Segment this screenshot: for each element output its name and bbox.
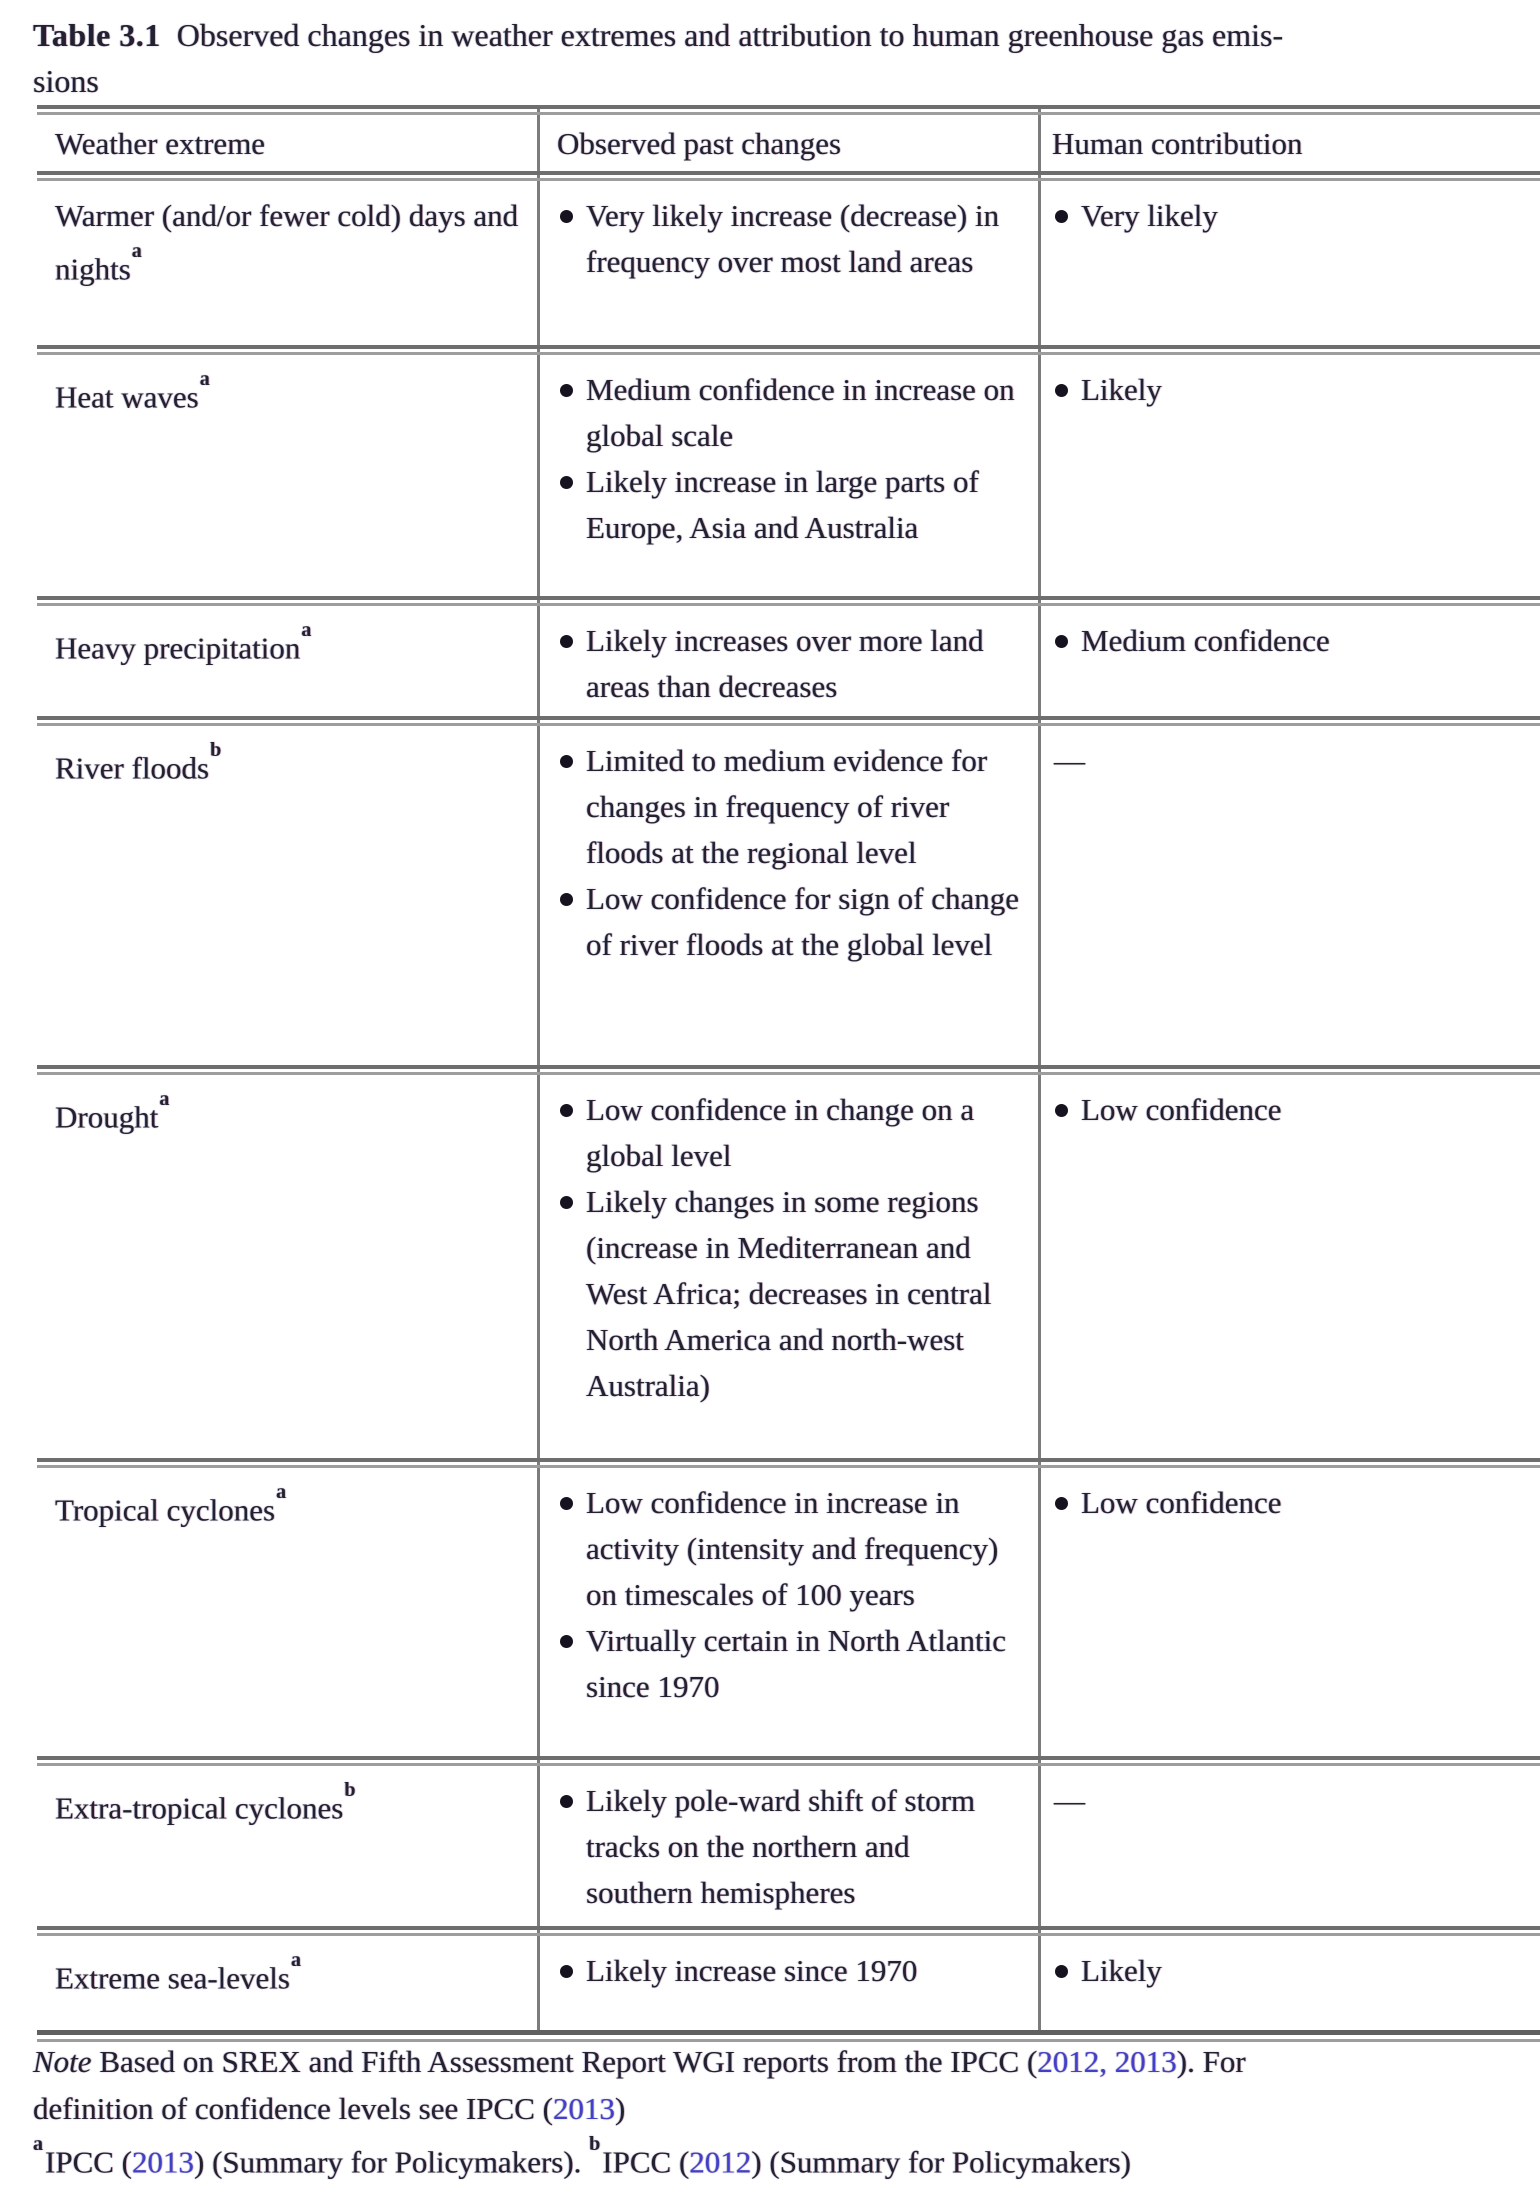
bullet-item: Likely increase since 1970	[557, 1948, 1024, 1994]
footnote-marker: b	[210, 739, 222, 761]
citation-link[interactable]: 2012, 2013	[1037, 2044, 1177, 2079]
row-label: Warmer (and/or fewer cold) days and nights$^a$	[55, 198, 519, 287]
note-line-1: Note Based on SREX and Fifth Assessment Report WGI reports from the IPCC (2012, 2013). For	[33, 2044, 1246, 2079]
observed-cell	[537, 726, 1038, 1065]
table-caption	[33, 12, 1533, 104]
table-note	[33, 2038, 1535, 2185]
observed-cell	[537, 1936, 1038, 2030]
bullet-item: Low confidence in change on a global level	[557, 1087, 1024, 1179]
human-cell	[1038, 606, 1540, 716]
bullet-item: Likely increases over more land areas than decreases	[557, 618, 1024, 710]
observed-cell	[537, 1468, 1038, 1756]
bullet-item: Low confidence for sign of change of river floods at the global level	[557, 876, 1024, 968]
observed-cell	[537, 1766, 1038, 1926]
row-rule	[37, 345, 1540, 355]
bullet-item: Low confidence in increase in activity (intensity and frequency) on timescales of 100 years	[557, 1480, 1024, 1618]
citation-link[interactable]: 2013	[132, 2144, 194, 2180]
table-top-rule	[37, 105, 1540, 115]
footnote-marker: a	[33, 2133, 43, 2155]
row-label: River floods$^b$	[55, 739, 222, 786]
row-rule	[37, 596, 1540, 606]
observed-cell	[537, 606, 1038, 716]
bullet-item: Low confidence	[1052, 1087, 1530, 1133]
observed-cell	[537, 1075, 1038, 1458]
observed-cell	[537, 355, 1038, 596]
table-row	[37, 1468, 1540, 1756]
table-row	[37, 726, 1540, 1065]
row-rule	[37, 1065, 1540, 1075]
header-bottom-rule	[37, 171, 1540, 181]
row-label: Heat waves$^a$	[55, 368, 210, 415]
no-data-dash: —	[1054, 1783, 1085, 1818]
bullet-item: Likely changes in some regions (increase in Mediterranean and West Africa; decreases in central North America and north-west Australia)	[557, 1179, 1024, 1409]
human-cell	[1038, 181, 1540, 345]
bullet-item: Medium confidence in increase on global scale	[557, 367, 1024, 459]
table-row	[37, 606, 1540, 716]
human-cell	[1038, 355, 1540, 596]
footnote-marker: a	[301, 619, 312, 641]
footnote-marker: a	[276, 1481, 287, 1503]
bullet-item: Likely	[1052, 367, 1530, 413]
bullet-item: Low confidence	[1052, 1480, 1530, 1526]
footnote-marker: b	[344, 1779, 356, 1801]
human-cell	[1038, 1075, 1540, 1458]
bullet-item: Likely increase in large parts of Europe, Asia and Australia	[557, 459, 1024, 551]
row-rule	[37, 1926, 1540, 1936]
human-cell	[1038, 726, 1540, 1065]
table-row	[37, 1936, 1540, 2030]
human-cell	[1038, 1766, 1540, 1926]
table-header-row	[37, 115, 1540, 171]
bullet-item: Very likely increase (decrease) in frequency over most land areas	[557, 193, 1024, 285]
footnote-marker: a	[131, 240, 142, 262]
table-row	[37, 181, 1540, 345]
footnote-marker: a	[159, 1088, 170, 1110]
row-label: Heavy precipitation$^a$	[55, 619, 312, 666]
row-label: Drought$^a$	[55, 1088, 170, 1135]
header-weather-extreme: Weather extreme	[55, 126, 266, 161]
bullet-item: Medium confidence	[1052, 618, 1530, 664]
bullet-item: Limited to medium evidence for changes in frequency of river floods at the regional level	[557, 738, 1024, 876]
caption-line-1	[33, 12, 1533, 58]
table-number: Table 3.1	[33, 17, 161, 53]
bullet-item: Likely pole-ward shift of storm tracks on the northern and southern hemispheres	[557, 1778, 1024, 1916]
table-row	[37, 355, 1540, 596]
weather-extremes-table	[37, 105, 1540, 2032]
footnote-marker: b	[589, 2133, 601, 2155]
note-line-2: definition of confidence levels see IPCC (2013)	[33, 2091, 626, 2126]
header-human-contribution: Human contribution	[1052, 126, 1303, 161]
citation-link[interactable]: 2012	[689, 2144, 752, 2180]
row-rule	[37, 716, 1540, 726]
caption-text: Observed changes in weather extremes and attribution to human greenhouse gas emis-	[176, 17, 1284, 53]
note-label: Note	[33, 2044, 92, 2079]
note-footnotes: $^a$IPCC (2013) (Summary for Policymakers). $^b$IPCC (2012) (Summary for Policymakers)	[33, 2133, 1131, 2180]
row-label: Tropical cyclones$^a$	[55, 1481, 287, 1528]
header-observed-past-changes: Observed past changes	[557, 126, 842, 161]
row-rule	[37, 1756, 1540, 1766]
bullet-item: Virtually certain in North Atlantic since 1970	[557, 1618, 1024, 1710]
bullet-item: Likely	[1052, 1948, 1530, 1994]
footnote-marker: a	[199, 368, 210, 390]
footnote-marker: a	[290, 1949, 301, 1971]
caption-line-2: sions	[33, 63, 99, 99]
bullet-item: Very likely	[1052, 193, 1530, 239]
human-cell	[1038, 1468, 1540, 1756]
no-data-dash: —	[1054, 743, 1085, 778]
row-rule	[37, 1458, 1540, 1468]
citation-link[interactable]: 2013	[552, 2091, 615, 2126]
table-row	[37, 1075, 1540, 1458]
human-cell	[1038, 1936, 1540, 2030]
row-label: Extreme sea-levels$^a$	[55, 1949, 301, 1996]
table-row	[37, 1766, 1540, 1926]
observed-cell	[537, 181, 1038, 345]
row-label: Extra-tropical cyclones$^b$	[55, 1779, 356, 1826]
